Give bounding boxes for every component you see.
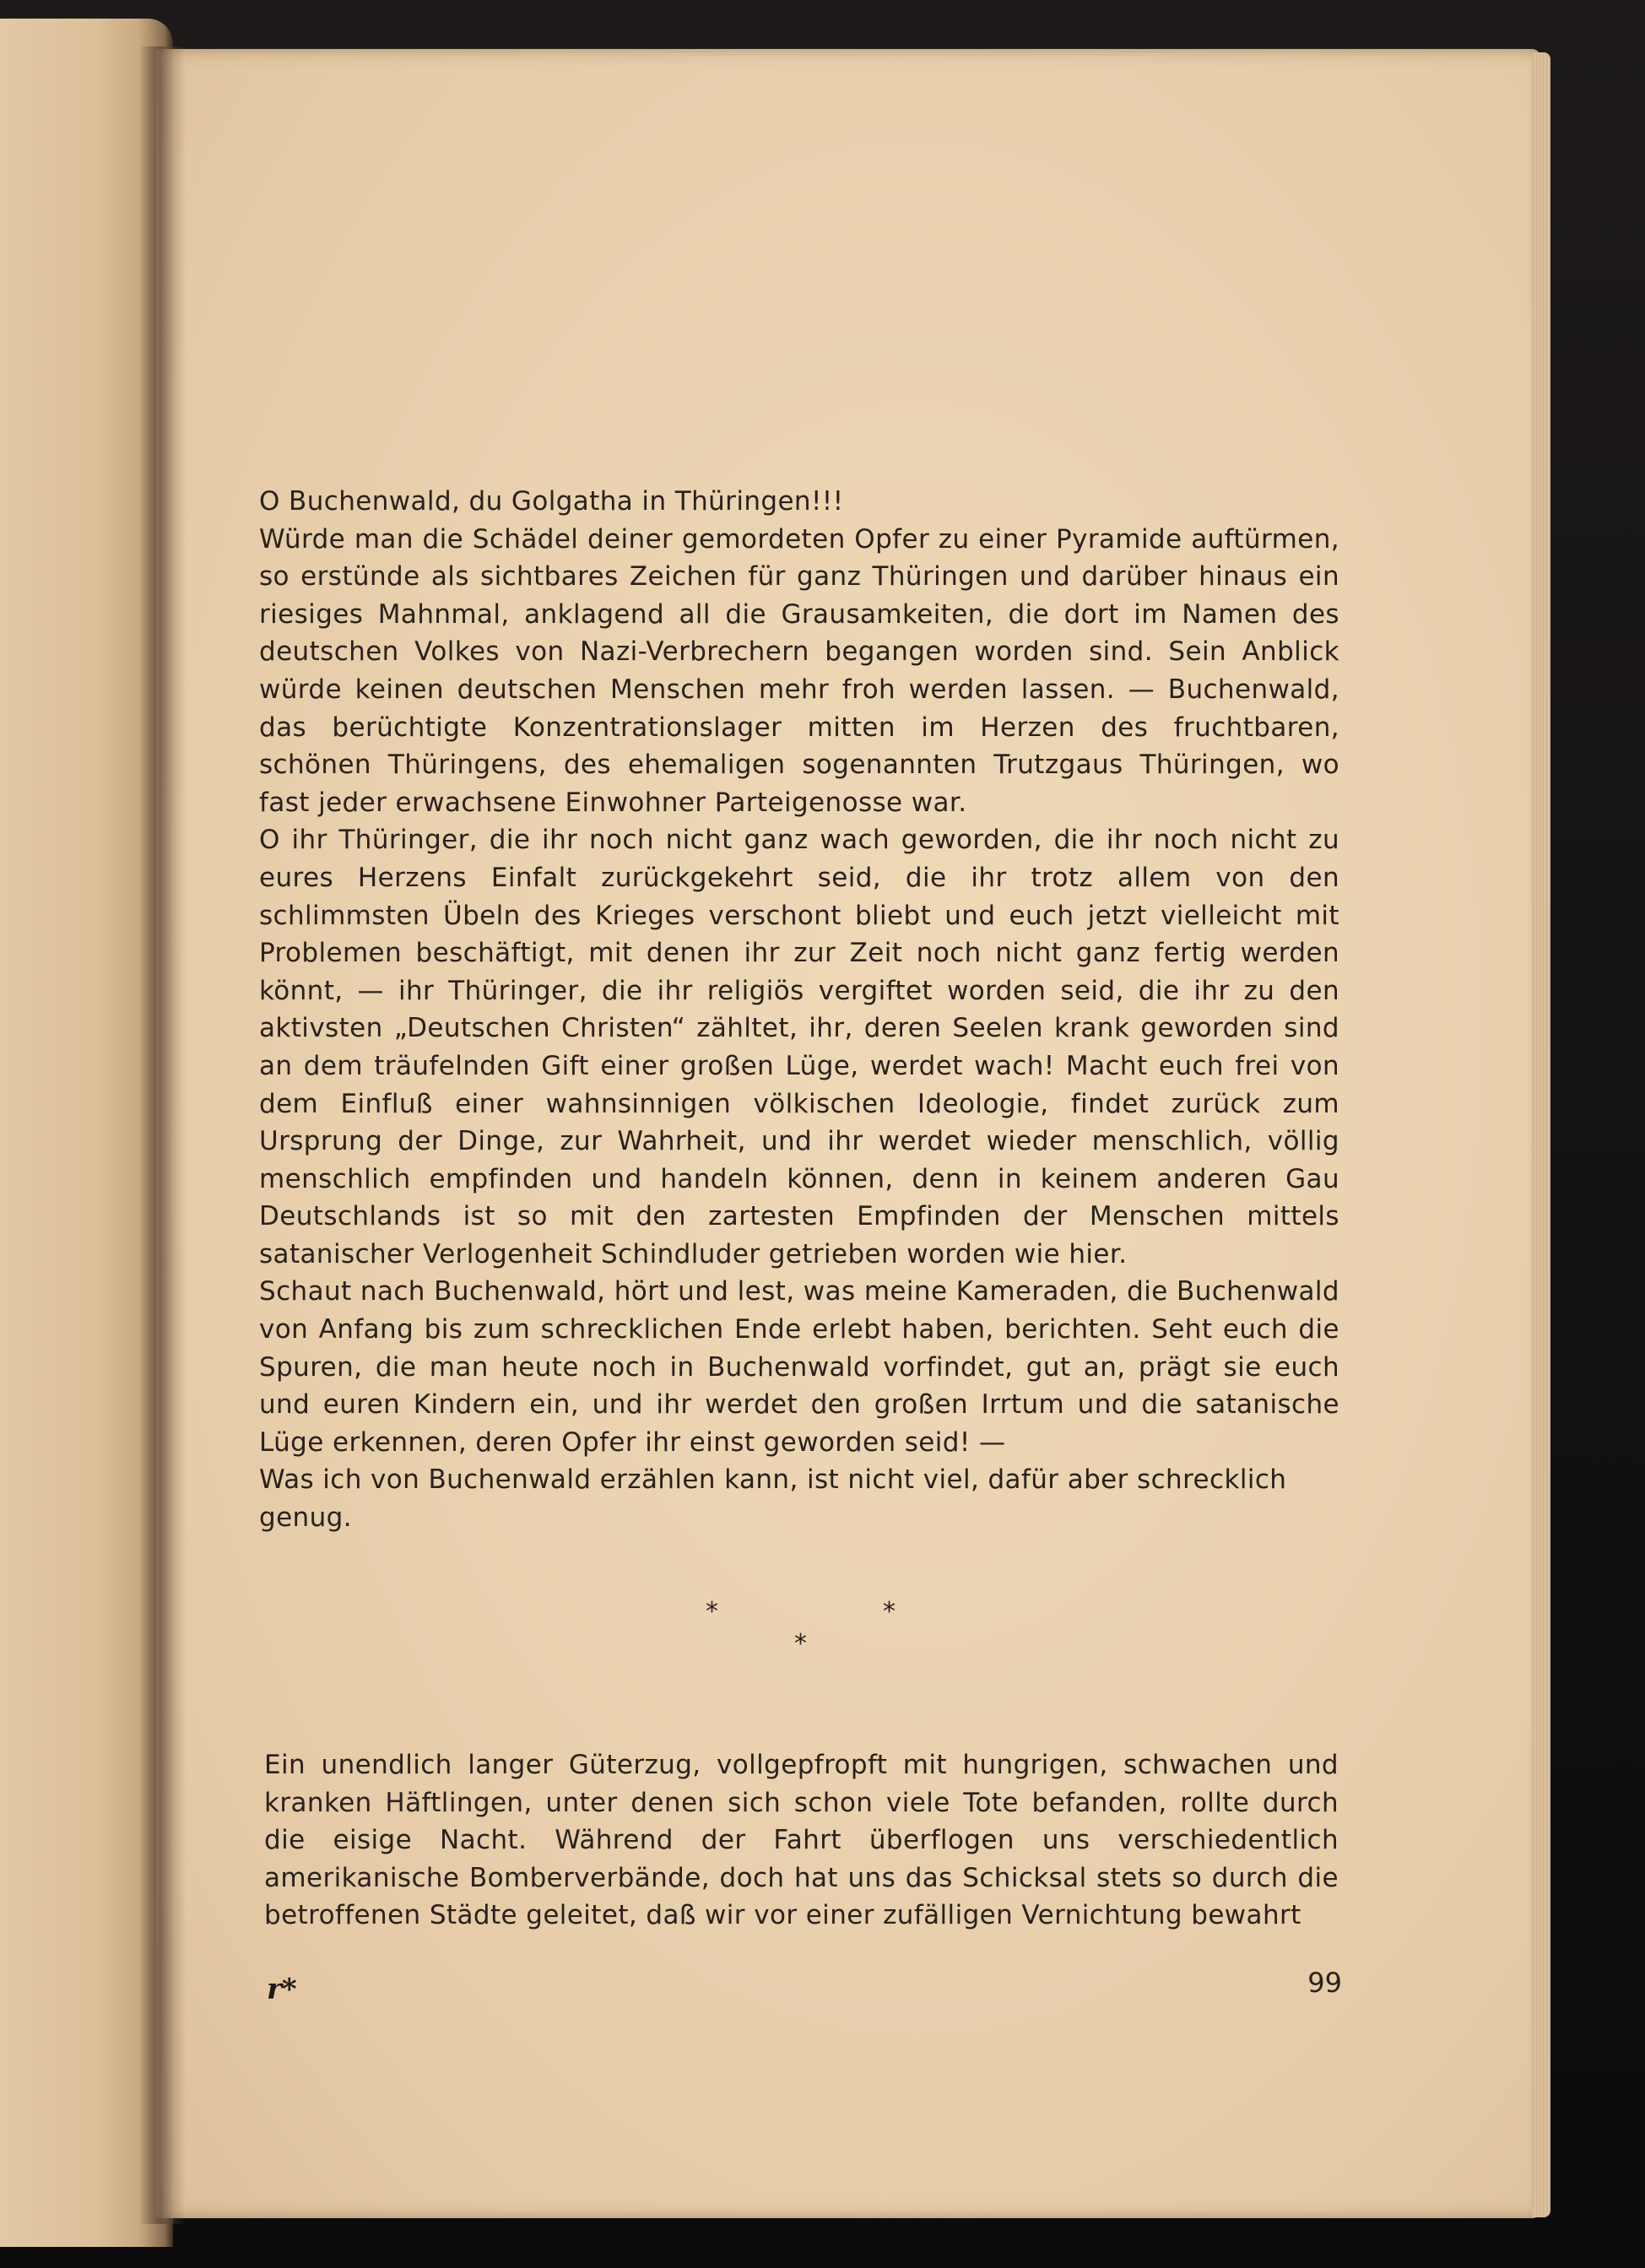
- asterisk-ornament: *: [883, 1597, 896, 1627]
- asterisk-ornament: *: [706, 1597, 718, 1627]
- page-stack-edge: [1532, 52, 1550, 2217]
- intro-heading: O Buchenwald, du Golgatha in Thüringen!!!: [259, 486, 844, 517]
- section-divider: [0, 1587, 1645, 1659]
- page-number: 99: [1307, 1967, 1342, 1999]
- intro-paragraph: O ihr Thüringer, die ihr noch nicht ganz wach geworden, die ihr noch nicht zu eures Herzens Einfalt zurückgekehrt seid, die ihr trotz allem von den schlimmsten Übeln des Krieges verschont bliebt und euch jetzt vielleicht mit Problemen beschäftigt, mit denen ihr zur Zeit noch nicht ganz fertig werden könnt, — ihr Thüringer, die ihr religiös vergiftet worden seid, die ihr zu den aktivsten „Deutschen Christen“ zähltet, ihr, deren Seelen krank geworden sind an dem träufelnden Gift einer großen Lüge, werdet wach! Macht euch frei von dem Einfluß einer wahnsinnigen völkischen Ideologie, findet zurück zum Ursprung der Dinge, zur Wahrheit, und ihr werdet wieder menschlich, völlig menschlich empfinden und handeln können, denn in keinem anderen Gau Deutschlands ist so mit den zartesten Empfinden der Menschen mittels satanischer Verlogenheit Schindluder getrieben worden wie hier.: [259, 825, 1339, 1269]
- book-gutter: [139, 46, 186, 2224]
- narrative-paragraph: Ein unendlich langer Güterzug, vollgepfropft mit hungrigen, schwachen und kranken Häftlingen, unter denen sich schon viele Tote befanden, rollte durch die eisige Nacht. Während der Fahrt überflogen uns verschiedentlich amerikanische Bomberverbände, doch hat uns das Schicksal stets so durch die betroffenen Städte geleitet, daß wir vor einer zufälligen Vernichtung bewahrt: [264, 1750, 1339, 1931]
- intro-paragraph: Schaut nach Buchenwald, hört und lest, was meine Kameraden, die Buchenwald von Anfang bis zum schrecklichen Ende erlebt haben, berichten. Seht euch die Spuren, die man heute noch in Buchenwald vorfindet, gut an, prägt sie euch und euren Kindern ein, und ihr werdet den großen Irrtum und die satanische Lüge erkennen, deren Opfer ihr einst geworden seid! —: [259, 1276, 1339, 1458]
- intro-text-block: [259, 483, 1339, 1537]
- asterisk-ornament: *: [794, 1629, 807, 1659]
- intro-paragraph: Würde man die Schädel deiner gemordeten Opfer zu einer Pyramide auftürmen, so erstünde als sichtbares Zeichen für ganz Thüringen und darüber hinaus ein riesiges Mahnmal, anklagend all die Grausamkeiten, die dort im Namen des deutschen Volkes von Nazi-Verbrechern begangen worden sind. Sein Anblick würde keinen deutschen Menschen mehr froh werden lassen. — Buchenwald, das berüchtigte Konzentrationslager mitten im Herzen des fruchtbaren, schönen Thüringens, des ehemaligen sogenannten Trutzgaus Thüringen, wo fast jeder erwachsene Einwohner Parteigenosse war.: [259, 523, 1339, 818]
- printer-signature-mark: r*: [267, 1973, 297, 2006]
- intro-paragraph: Was ich von Buchenwald erzählen kann, ist nicht viel, dafür aber schrecklich genug.: [259, 1464, 1287, 1534]
- narrative-text-block: [264, 1746, 1339, 1935]
